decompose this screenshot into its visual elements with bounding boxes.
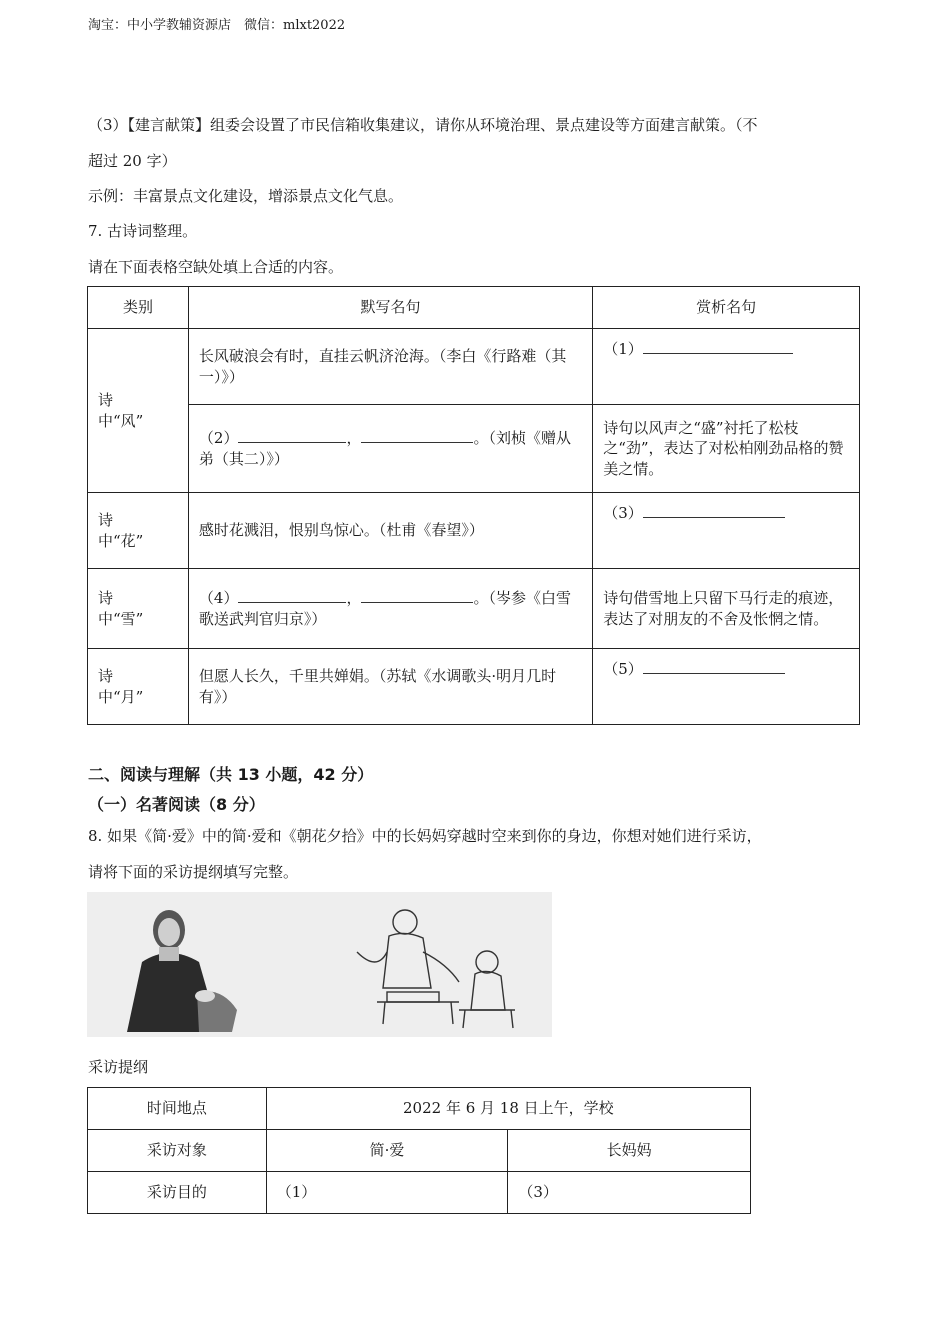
section2-title: 二、阅读与理解（共 13 小题，42 分） [88, 765, 374, 784]
table-row [88, 329, 860, 405]
blank-label: （1） [603, 340, 643, 358]
dictation-cell [188, 569, 592, 649]
table-row [88, 493, 860, 569]
outline-label: 采访提纲 [88, 1058, 149, 1076]
table-row [88, 649, 860, 725]
answer-blank[interactable] [643, 503, 785, 518]
q7-instruction: 请在下面表格空缺处填上合适的内容。 [88, 258, 344, 276]
punctuation: ， [346, 429, 362, 448]
purpose-label: 采访目的 [88, 1172, 267, 1214]
table-row [88, 1172, 751, 1214]
blank-label: （4） [198, 589, 239, 608]
target-changmama: 长妈妈 [508, 1130, 751, 1172]
blank-label: （2） [198, 429, 239, 448]
q6-3-line2: 超过 20 字） [88, 152, 177, 170]
category-flower: 诗 中“花” [88, 493, 189, 569]
header-dictation: 默写名句 [188, 287, 592, 329]
analysis-cell [593, 493, 860, 569]
punctuation: ， [346, 589, 362, 608]
punctuation: 。 [473, 589, 489, 608]
target-label: 采访对象 [88, 1130, 267, 1172]
dictation-cell: 感时花溅泪，恨别鸟惊心。（杜甫《春望》） [188, 493, 592, 569]
table-row [88, 569, 860, 649]
analysis-cell [593, 649, 860, 725]
section2-subtitle: （一）名著阅读（8 分） [88, 795, 265, 814]
category-wind: 诗 中“风” [88, 329, 189, 493]
dictation-cell [188, 405, 592, 493]
dictation-cell: 长风破浪会有时，直挂云帆济沧海。（李白《行路难（其一）》） [188, 329, 592, 405]
time-value: 2022 年 6 月 18 日上午，学校 [266, 1088, 750, 1130]
answer-blank[interactable] [238, 428, 346, 443]
q7-title: 7. 古诗词整理。 [88, 222, 198, 240]
analysis-cell: 诗句以风声之“盛”衬托了松枝之“劲”，表达了对松柏刚劲品格的赞美之情。 [593, 405, 860, 493]
category-snow: 诗 中“雪” [88, 569, 189, 649]
q8-line2: 请将下面的采访提纲填写完整。 [88, 863, 299, 881]
target-jane: 简·爱 [266, 1130, 508, 1172]
answer-blank[interactable] [361, 428, 473, 443]
dictation-cell: 但愿人长久，千里共婵娟。（苏轼《水调歌头·明月几时有》） [188, 649, 592, 725]
answer-blank[interactable] [643, 659, 785, 674]
answer-blank[interactable] [643, 339, 793, 354]
header-category: 类别 [88, 287, 189, 329]
poem-source: （刘桢《赠从弟（其二）》） [198, 429, 571, 468]
purpose-jane[interactable]: （1） [266, 1172, 508, 1214]
table-row [88, 1088, 751, 1130]
purpose-changmama[interactable]: （3） [508, 1172, 751, 1214]
analysis-cell [593, 329, 860, 405]
poetry-table [87, 286, 860, 725]
q8-line1: 8. 如果《简·爱》中的简·爱和《朝花夕拾》中的长妈妈穿越时空来到你的身边，你想对她们进行采访， [88, 827, 762, 845]
q6-3-line1: （3）【建言献策】组委会设置了市民信箱收集建议，请你从环境治理、景点建设等方面建言献策。（不 [88, 116, 758, 134]
illustration-image [87, 892, 552, 1037]
header-analysis: 赏析名句 [593, 287, 860, 329]
category-moon: 诗 中“月” [88, 649, 189, 725]
analysis-cell: 诗句借雪地上只留下马行走的痕迹，表达了对朋友的不舍及怅惘之情。 [593, 569, 860, 649]
time-label: 时间地点 [88, 1088, 267, 1130]
table-header-row [88, 287, 860, 329]
interview-table [87, 1087, 751, 1214]
page-header: 淘宝：中小学教辅资源店 微信：mlxt2022 [88, 18, 346, 33]
table-row [88, 1130, 751, 1172]
poem-source: （岑参《白雪歌送武判官归京》） [198, 589, 571, 628]
blank-label: （5） [603, 660, 643, 678]
answer-blank[interactable] [361, 588, 473, 603]
blank-label: （3） [603, 504, 643, 522]
table-row [88, 405, 860, 493]
q6-3-example: 示例：丰富景点文化建设，增添景点文化气息。 [88, 187, 404, 205]
answer-blank[interactable] [238, 588, 346, 603]
punctuation: 。 [473, 429, 489, 448]
